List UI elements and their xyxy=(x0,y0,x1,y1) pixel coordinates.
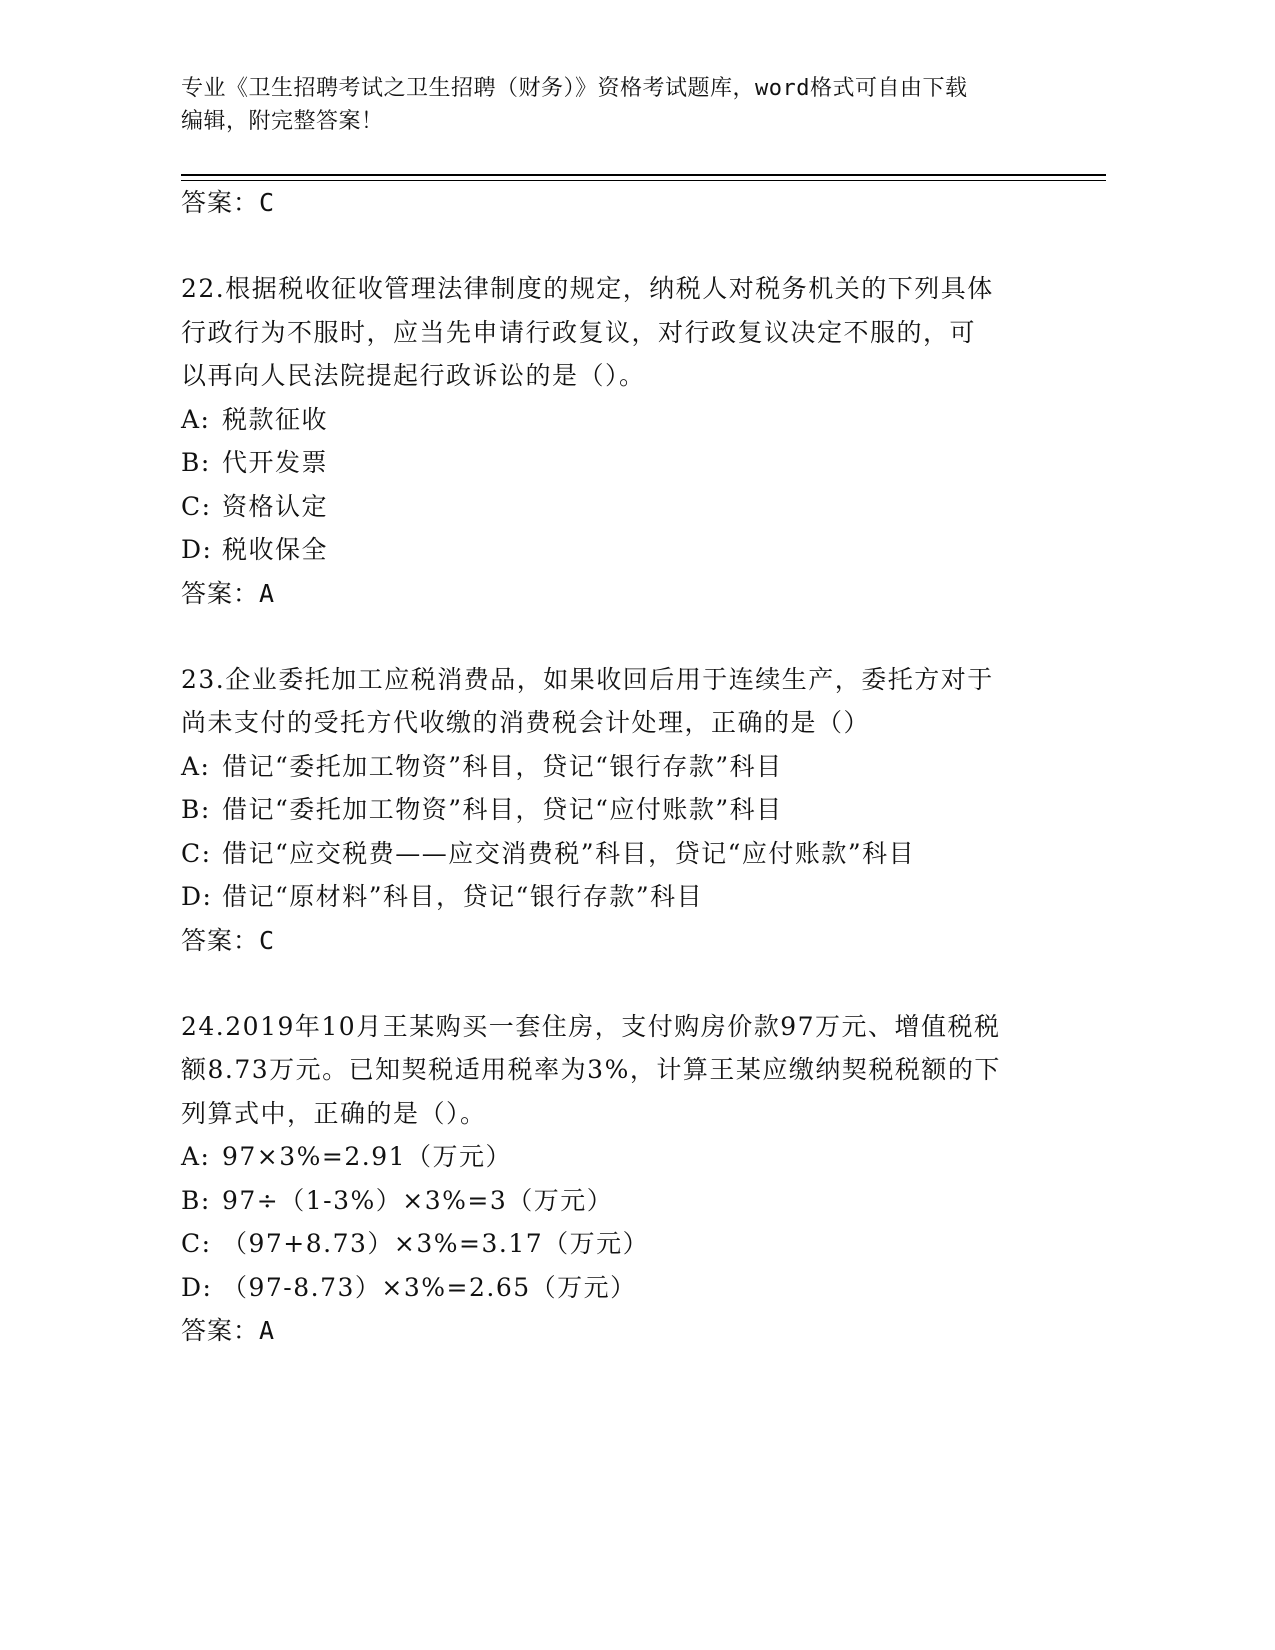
option-text: 借记“委托加工物资”科目，贷记“银行存款”科目 xyxy=(222,751,783,781)
option-key: D: xyxy=(181,535,213,564)
option-b xyxy=(181,1179,1081,1223)
question-text: 22.根据税收征收管理法律制度的规定，纳税人对税务机关的下列具体 xyxy=(181,274,994,303)
option-key: A: xyxy=(181,404,211,434)
option-key: A: xyxy=(181,1142,211,1171)
option-text: 税收保全 xyxy=(222,535,329,564)
question-text: 行政行为不服时，应当先申请行政复议，对行政复议决定不服的，可 xyxy=(181,317,977,347)
answer-line: 答案：C xyxy=(181,925,276,955)
option-key: C: xyxy=(181,491,212,521)
question-23 xyxy=(181,658,1081,963)
option-c xyxy=(181,1222,1081,1266)
answer-line: 答案：A xyxy=(181,578,276,608)
option-key: B: xyxy=(181,795,211,824)
option-key: D: xyxy=(181,882,213,911)
question-22 xyxy=(181,267,1081,616)
option-key: A: xyxy=(181,751,211,781)
option-text: （97-8.73）×3%=2.65（万元） xyxy=(222,1272,637,1302)
option-c xyxy=(181,832,1081,876)
option-text: 借记“原材料”科目，贷记“银行存款”科目 xyxy=(222,882,704,911)
option-key: B: xyxy=(181,1185,211,1215)
question-24 xyxy=(181,1005,1081,1354)
option-text: （97+8.73）×3%=3.17（万元） xyxy=(222,1229,650,1258)
option-text: 借记“委托加工物资”科目，贷记“应付账款”科目 xyxy=(222,795,783,824)
answer-line: 答案：A xyxy=(181,1316,276,1345)
question-text: 以再向人民法院提起行政诉讼的是（）。 xyxy=(181,361,646,390)
option-a xyxy=(181,1135,1081,1179)
previous-answer: 答案：C xyxy=(181,188,276,217)
option-c xyxy=(181,485,1081,529)
question-text: 24.2019年10月王某购买一套住房，支付购房价款97万元、增值税税 xyxy=(181,1011,1001,1041)
question-text: 23.企业委托加工应税消费品，如果收回后用于连续生产，委托方对于 xyxy=(181,664,994,694)
option-b xyxy=(181,441,1081,485)
question-text: 额8.73万元。已知契税适用税率为3%，计算王某应缴纳契税税额的下 xyxy=(181,1055,1001,1084)
option-text: 97×3%=2.91（万元） xyxy=(222,1142,513,1171)
option-d xyxy=(181,875,1081,919)
option-text: 97÷（1-3%）×3%=3（万元） xyxy=(222,1185,614,1215)
option-key: C: xyxy=(181,1229,212,1258)
document-header xyxy=(181,72,1061,138)
option-b xyxy=(181,788,1081,832)
option-d xyxy=(181,528,1081,572)
question-text: 列算式中，正确的是（）。 xyxy=(181,1098,487,1128)
option-key: B: xyxy=(181,448,211,477)
option-key: D: xyxy=(181,1272,213,1302)
question-text: 尚未支付的受托方代收缴的消费税会计处理，正确的是（） xyxy=(181,708,871,737)
option-text: 税款征收 xyxy=(222,404,329,434)
option-a xyxy=(181,398,1081,442)
header-line-2: 编辑，附完整答案！ xyxy=(181,109,384,134)
header-rule-thick xyxy=(181,174,1106,176)
option-text: 代开发票 xyxy=(222,448,329,477)
option-text: 资格认定 xyxy=(222,491,329,521)
option-key: C: xyxy=(181,838,212,868)
question-list xyxy=(181,181,1081,1353)
option-text: 借记“应交税费——应交消费税”科目，贷记“应付账款”科目 xyxy=(222,838,916,868)
header-line-1: 专业《卫生招聘考试之卫生招聘（财务）》资格考试题库，word格式可自由下载 xyxy=(181,76,968,101)
option-d xyxy=(181,1266,1081,1310)
option-a xyxy=(181,745,1081,789)
